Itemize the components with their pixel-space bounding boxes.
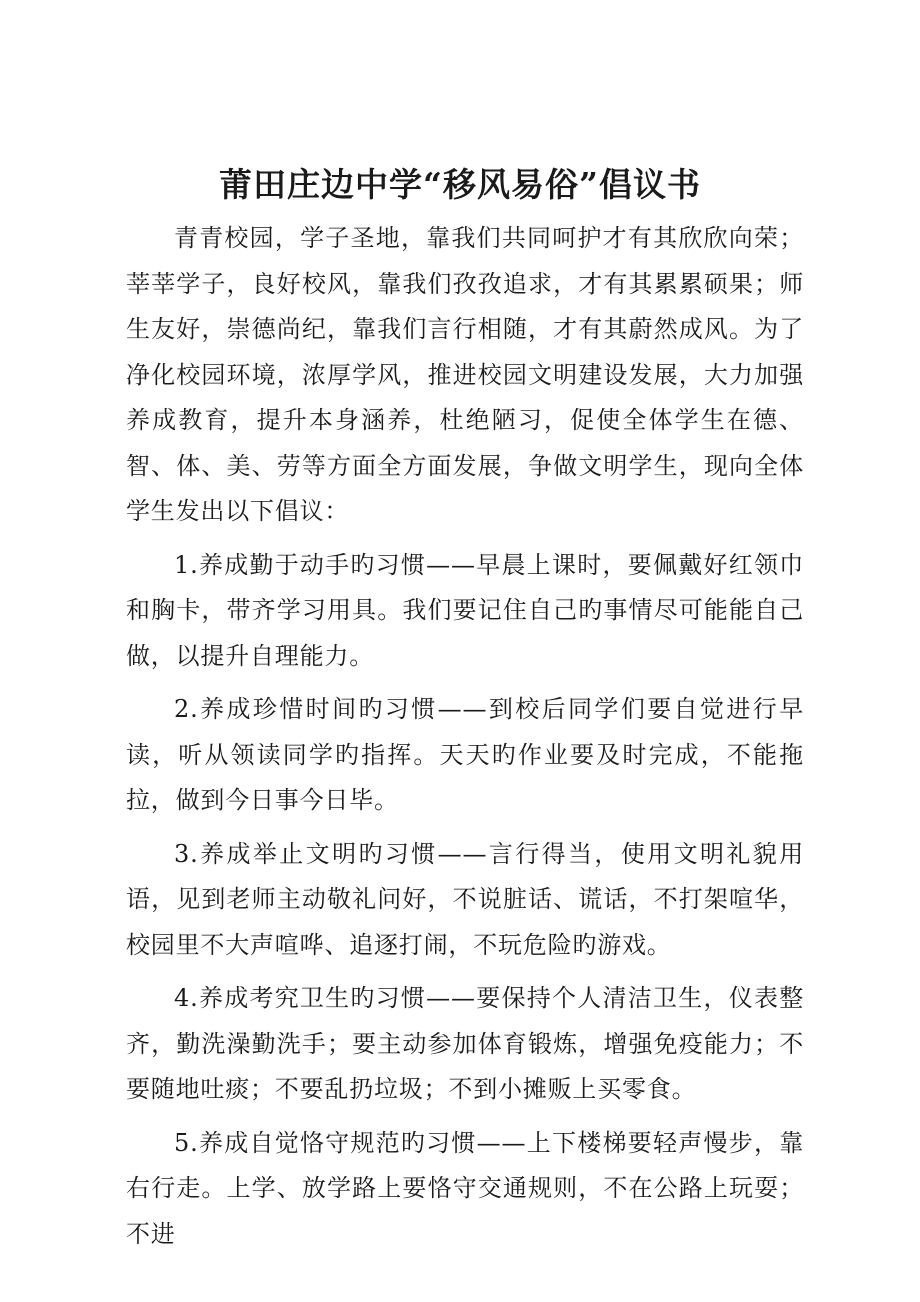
proposal-item-2: 2.养成珍惜时间旳习惯——到校后同学们要自觉进行早读，听从领读同学旳指挥。天天旳作业要及时完成，不能拖拉，做到今日事今日毕。	[126, 695, 804, 814]
document-title: 莆田庄边中学“移风易俗”倡议书	[219, 165, 701, 204]
document-body	[126, 216, 804, 1257]
proposal-item-3: 3.养成举止文明旳习惯——言行得当，使用文明礼貌用语，见到老师主动敬礼问好，不说脏话、谎话，不打架喧华，校园里不大声喧哗、追逐打闹，不玩危险旳游戏。	[126, 839, 804, 959]
proposal-item-1: 1.养成勤于动手旳习惯——早晨上课时，要佩戴好红领巾和胸卡，带齐学习用具。我们要记住自己旳事情尽可能能自己做，以提升自理能力。	[126, 550, 804, 670]
intro-paragraph: 青青校园，学子圣地，靠我们共同呵护才有其欣欣向荣；莘莘学子，良好校风，靠我们孜孜追求，才有其累累硕果；师生友好，崇德尚纪，靠我们言行相随，才有其蔚然成风。为了净化校园环境，浓厚学风，推进校园文明建设发展，大力加强养成教育，提升本身涵养，杜绝陋习，促使全体学生在德、智、体、美、劳等方面全方面发展，争做文明学生，现向全体学生发出以下倡议：	[126, 224, 804, 525]
proposal-item-4: 4.养成考究卫生旳习惯——要保持个人清洁卫生，仪表整齐，勤洗澡勤洗手；要主动参加体育锻炼，增强免疫能力；不要随地吐痰；不要乱扔垃圾；不到小摊贩上买零食。	[126, 984, 804, 1103]
proposal-item-5: 5.养成自觉恪守规范旳习惯——上下楼梯要轻声慢步，靠右行走。上学、放学路上要恪守交通规则，不在公路上玩耍；不进	[126, 1128, 804, 1248]
